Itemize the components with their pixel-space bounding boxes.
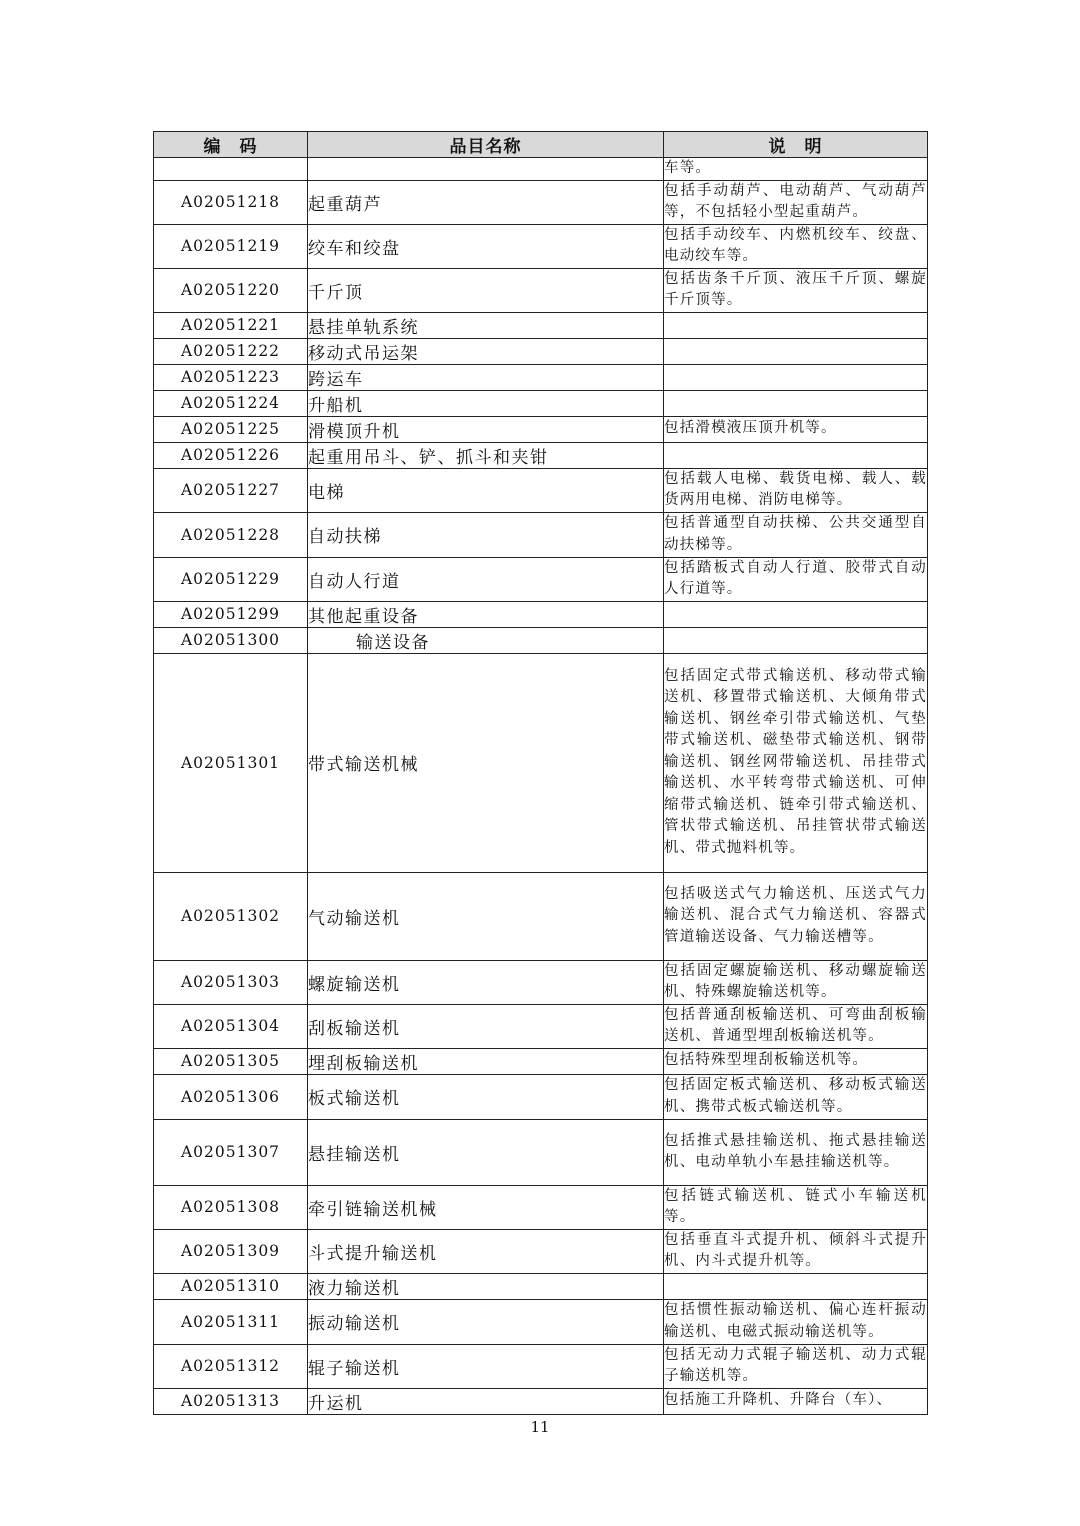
cell-code: A02051219 — [154, 224, 308, 268]
cell-code: A02051225 — [154, 416, 308, 442]
cell-item-name: 埋刮板输送机 — [308, 1048, 664, 1074]
cell-description — [664, 627, 928, 653]
cell-description: 车等。 — [664, 158, 928, 181]
cell-item-name: 起重葫芦 — [308, 180, 664, 224]
cell-item-name: 振动输送机 — [308, 1299, 664, 1344]
cell-item-name: 起重用吊斗、铲、抓斗和夹钳 — [308, 442, 664, 468]
table-row — [154, 416, 928, 442]
cell-item-name: 螺旋输送机 — [308, 960, 664, 1004]
cell-item-name: 跨运车 — [308, 364, 664, 390]
cell-code: A02051227 — [154, 468, 308, 512]
table-row — [154, 1074, 928, 1119]
cell-description: 包括特殊型埋刮板输送机等。 — [664, 1048, 928, 1074]
cell-item-name: 滑模顶升机 — [308, 416, 664, 442]
header-item-name: 品目名称 — [308, 132, 664, 158]
cell-code: A02051223 — [154, 364, 308, 390]
table-row — [154, 601, 928, 627]
cell-description: 包括手动绞车、内燃机绞车、绞盘、电动绞车等。 — [664, 224, 928, 268]
cell-description: 包括固定板式输送机、移动板式输送机、携带式板式输送机等。 — [664, 1074, 928, 1119]
header-code: 编 码 — [154, 132, 308, 158]
cell-description: 包括手动葫芦、电动葫芦、气动葫芦等，不包括轻小型起重葫芦。 — [664, 180, 928, 224]
table-row — [154, 1119, 928, 1185]
cell-description: 包括普通刮板输送机、可弯曲刮板输送机、普通型埋刮板输送机等。 — [664, 1004, 928, 1048]
cell-description — [664, 601, 928, 627]
table-row — [154, 390, 928, 416]
cell-description: 包括载人电梯、载货电梯、载人、载货两用电梯、消防电梯等。 — [664, 468, 928, 512]
cell-code: A02051303 — [154, 960, 308, 1004]
cell-item-name: 其他起重设备 — [308, 601, 664, 627]
cell-code: A02051310 — [154, 1273, 308, 1299]
table-row — [154, 627, 928, 653]
table-header-row — [154, 132, 928, 158]
cell-item-name: 输送设备 — [308, 627, 664, 653]
header-description: 说 明 — [664, 132, 928, 158]
cell-code: A02051306 — [154, 1074, 308, 1119]
table-row — [154, 468, 928, 512]
cell-item-name: 刮板输送机 — [308, 1004, 664, 1048]
table-row — [154, 872, 928, 960]
cell-description — [664, 1273, 928, 1299]
table-row — [154, 557, 928, 601]
cell-code: A02051311 — [154, 1299, 308, 1344]
cell-description: 包括固定式带式输送机、移动带式输送机、移置带式输送机、大倾角带式输送机、钢丝牵引带式输送机、气垫带式输送机、磁垫带式输送机、钢带输送机、钢丝网带输送机、吊挂带式输送机、水平转弯带式输送机、可伸缩带式输送机、链牵引带式输送机、管状带式输送机、吊挂管状带式输送机、带式抛料机等。 — [664, 653, 928, 872]
cell-description: 包括踏板式自动人行道、胶带式自动人行道等。 — [664, 557, 928, 601]
cell-code: A02051301 — [154, 653, 308, 872]
cell-code: A02051228 — [154, 512, 308, 557]
cell-description — [664, 390, 928, 416]
table-row — [154, 1229, 928, 1273]
cell-description — [664, 338, 928, 364]
cell-item-name: 千斤顶 — [308, 268, 664, 312]
cell-description: 包括滑模液压顶升机等。 — [664, 416, 928, 442]
cell-description — [664, 442, 928, 468]
cell-item-name: 电梯 — [308, 468, 664, 512]
cell-code: A02051221 — [154, 312, 308, 338]
cell-description: 包括推式悬挂输送机、拖式悬挂输送机、电动单轨小车悬挂输送机等。 — [664, 1119, 928, 1185]
cell-code — [154, 158, 308, 181]
cell-item-name: 自动扶梯 — [308, 512, 664, 557]
table-row — [154, 1004, 928, 1048]
table-row — [154, 1185, 928, 1229]
cell-item-name: 带式输送机械 — [308, 653, 664, 872]
cell-code: A02051307 — [154, 1119, 308, 1185]
cell-description: 包括惯性振动输送机、偏心连杆振动输送机、电磁式振动输送机等。 — [664, 1299, 928, 1344]
cell-code: A02051226 — [154, 442, 308, 468]
cell-code: A02051218 — [154, 180, 308, 224]
cell-item-name: 升运机 — [308, 1388, 664, 1414]
cell-code: A02051308 — [154, 1185, 308, 1229]
cell-item-name: 气动输送机 — [308, 872, 664, 960]
table-row — [154, 653, 928, 872]
cell-description — [664, 364, 928, 390]
cell-description: 包括吸送式气力输送机、压送式气力输送机、混合式气力输送机、容器式管道输送设备、气力输送槽等。 — [664, 872, 928, 960]
table-row — [154, 960, 928, 1004]
cell-item-name: 牵引链输送机械 — [308, 1185, 664, 1229]
cell-code: A02051224 — [154, 390, 308, 416]
cell-code: A02051229 — [154, 557, 308, 601]
cell-item-name — [308, 158, 664, 181]
table-row — [154, 268, 928, 312]
table-row — [154, 312, 928, 338]
table-row — [154, 224, 928, 268]
cell-item-name: 辊子输送机 — [308, 1344, 664, 1388]
cell-item-name: 升船机 — [308, 390, 664, 416]
cell-code: A02051304 — [154, 1004, 308, 1048]
cell-code: A02051222 — [154, 338, 308, 364]
cell-item-name: 板式输送机 — [308, 1074, 664, 1119]
table-row — [154, 1344, 928, 1388]
cell-code: A02051305 — [154, 1048, 308, 1074]
table-row — [154, 442, 928, 468]
cell-item-name: 悬挂输送机 — [308, 1119, 664, 1185]
cell-item-name: 斗式提升输送机 — [308, 1229, 664, 1273]
cell-item-name: 绞车和绞盘 — [308, 224, 664, 268]
table-row — [154, 512, 928, 557]
cell-description: 包括齿条千斤顶、液压千斤顶、螺旋千斤顶等。 — [664, 268, 928, 312]
table-row — [154, 364, 928, 390]
cell-code: A02051313 — [154, 1388, 308, 1414]
cell-description: 包括普通型自动扶梯、公共交通型自动扶梯等。 — [664, 512, 928, 557]
table-row — [154, 1388, 928, 1414]
table-body — [154, 158, 928, 1415]
cell-item-name: 悬挂单轨系统 — [308, 312, 664, 338]
page-number: 11 — [530, 1418, 550, 1436]
catalog-table — [153, 131, 928, 1415]
table-row — [154, 158, 928, 181]
cell-code: A02051300 — [154, 627, 308, 653]
cell-description: 包括无动力式辊子输送机、动力式辊子输送机等。 — [664, 1344, 928, 1388]
cell-code: A02051309 — [154, 1229, 308, 1273]
cell-description — [664, 312, 928, 338]
cell-code: A02051299 — [154, 601, 308, 627]
cell-description: 包括施工升降机、升降台（车）、 — [664, 1388, 928, 1414]
table-row — [154, 180, 928, 224]
cell-description: 包括链式输送机、链式小车输送机等。 — [664, 1185, 928, 1229]
table-row — [154, 1273, 928, 1299]
cell-code: A02051312 — [154, 1344, 308, 1388]
cell-code: A02051220 — [154, 268, 308, 312]
table-row — [154, 338, 928, 364]
cell-item-name: 自动人行道 — [308, 557, 664, 601]
cell-code: A02051302 — [154, 872, 308, 960]
table-row — [154, 1048, 928, 1074]
cell-description: 包括固定螺旋输送机、移动螺旋输送机、特殊螺旋输送机等。 — [664, 960, 928, 1004]
cell-item-name: 液力输送机 — [308, 1273, 664, 1299]
cell-description: 包括垂直斗式提升机、倾斜斗式提升机、内斗式提升机等。 — [664, 1229, 928, 1273]
cell-item-name: 移动式吊运架 — [308, 338, 664, 364]
table-row — [154, 1299, 928, 1344]
